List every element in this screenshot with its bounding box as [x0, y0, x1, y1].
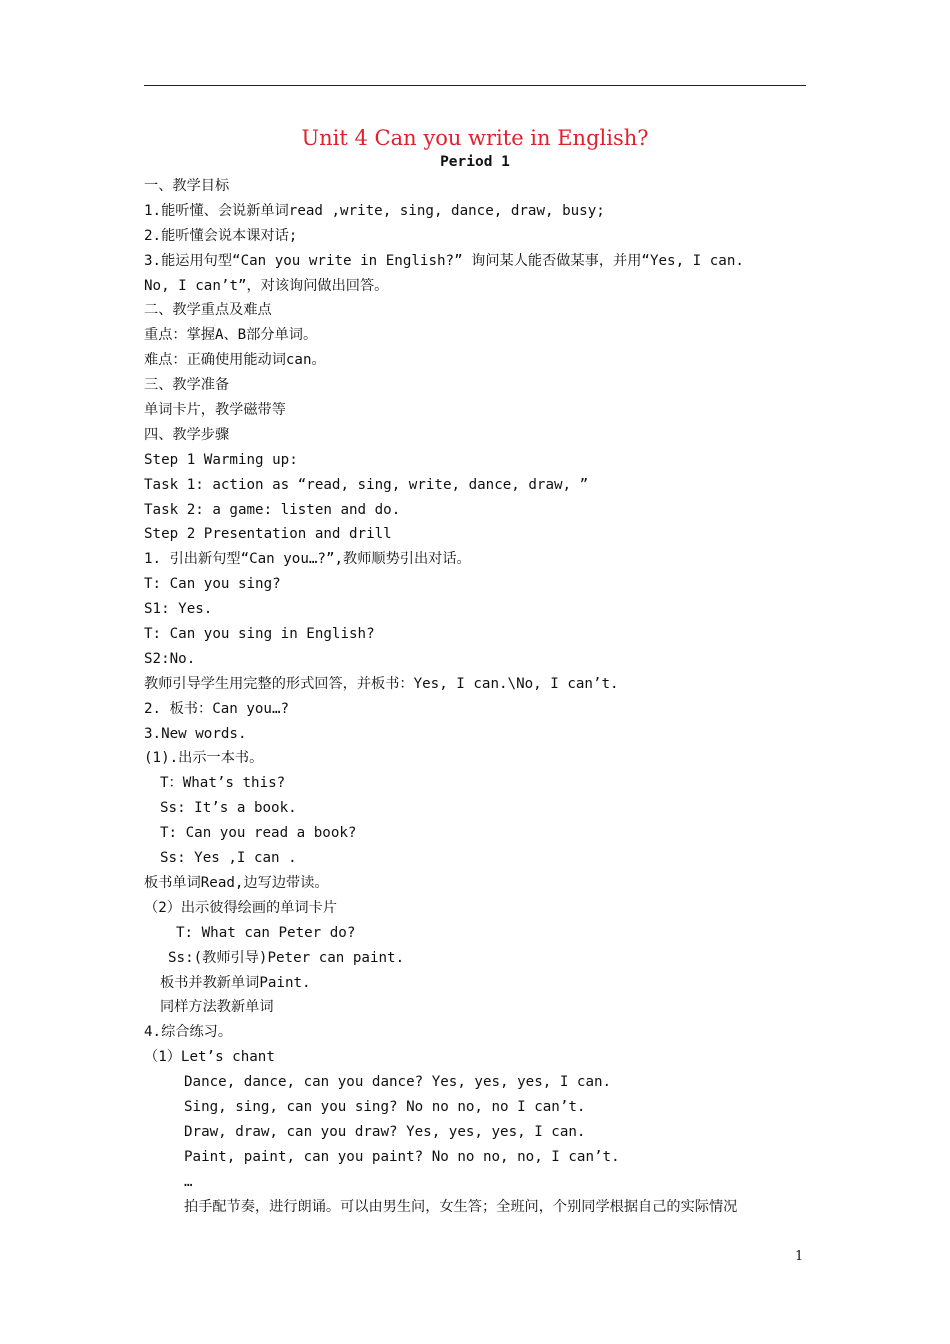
body-line: 2. 板书：Can you…?	[144, 700, 290, 717]
body-line: 4.综合练习。	[144, 1024, 233, 1041]
dialogue-line: T: Can you read a book?	[160, 825, 357, 842]
dialogue-line: T: Can you sing?	[144, 576, 281, 593]
body-line: 板书单词Read,边写边带读。	[144, 874, 329, 891]
chant-line: Dance, dance, can you dance? Yes, yes, yes, I can.	[184, 1074, 612, 1091]
dialogue-line: Ss: It’s a book.	[160, 800, 297, 817]
body-line: 1.能听懂、会说新单词read ,write, sing, dance, draw, busy;	[144, 202, 605, 219]
chant-line: Paint, paint, can you paint? No no no, no, I can’t.	[184, 1148, 620, 1165]
chant-line: Sing, sing, can you sing? No no no, no I can’t.	[184, 1098, 586, 1115]
section-heading: 三、教学准备	[144, 377, 230, 394]
body-line: 3.New words.	[144, 725, 247, 742]
body-line: 同样方法教新单词	[160, 999, 274, 1016]
page-number: 1	[795, 1249, 804, 1264]
body-line: 板书并教新单词Paint.	[160, 974, 311, 991]
chant-line: …	[184, 1173, 193, 1190]
body-line: Step 1 Warming up:	[144, 451, 298, 468]
body-line: 1. 引出新句型“Can you…?”,教师顺势引出对话。	[144, 551, 471, 568]
body-line: （1）Let’s chant	[144, 1049, 275, 1066]
body-line: （2）出示彼得绘画的单词卡片	[144, 899, 337, 916]
body-line: Step 2 Presentation and drill	[144, 526, 392, 543]
section-heading: 四、教学步骤	[144, 426, 230, 443]
header-rule	[144, 85, 806, 86]
dialogue-line: T: What can Peter do?	[176, 924, 356, 941]
document-title: Unit 4 Can you write in English?	[301, 126, 649, 150]
body-line: 拍手配节奏，进行朗诵。可以由男生问，女生答；全班问，个别同学根据自己的实际情况	[184, 1198, 738, 1215]
body-line: No, I can’t”，对该询问做出回答。	[144, 277, 389, 294]
body-line: 教师引导学生用完整的形式回答，并板书：Yes, I can.\No, I can’t.	[144, 675, 619, 692]
document-body	[144, 174, 814, 1219]
body-line: (1).出示一本书。	[144, 750, 264, 767]
body-line: Task 2: a game: listen and do.	[144, 501, 401, 518]
dialogue-line: Ss:(教师引导)Peter can paint.	[168, 949, 405, 966]
body-line: Task 1: action as “read, sing, write, dance, draw, ”	[144, 476, 589, 493]
body-line: 3.能运用句型“Can you write in English?” 询问某人能否做某事，并用“Yes, I can.	[144, 252, 744, 269]
dialogue-line: Ss: Yes ,I can .	[160, 850, 297, 867]
body-line: 难点：正确使用能动词can。	[144, 352, 326, 369]
dialogue-line: S1: Yes.	[144, 601, 213, 618]
chant-line: Draw, draw, can you draw? Yes, yes, yes, I can.	[184, 1123, 586, 1140]
section-heading: 一、教学目标	[144, 178, 230, 194]
dialogue-line: T：What’s this?	[160, 775, 286, 792]
document-subtitle: Period 1	[440, 154, 510, 170]
body-line: 单词卡片，教学磁带等	[144, 402, 286, 419]
body-line: 重点：掌握A、B部分单词。	[144, 327, 318, 344]
body-line: 2.能听懂会说本课对话;	[144, 227, 298, 244]
dialogue-line: S2:No.	[144, 650, 196, 667]
section-heading: 二、教学重点及难点	[144, 302, 272, 319]
dialogue-line: T: Can you sing in English?	[144, 626, 375, 643]
